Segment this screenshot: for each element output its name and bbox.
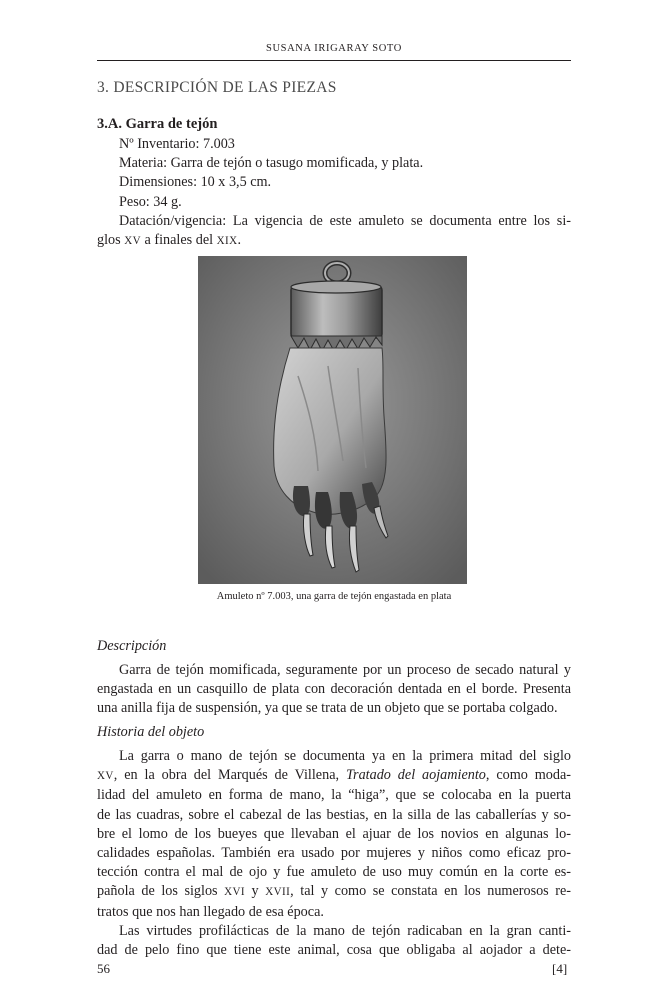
descripcion-heading: Descripción (97, 638, 167, 654)
descripcion-paragraph (97, 661, 571, 719)
historia-line: La garra o mano de tejón se documenta ya en la primera mitad del siglo (119, 748, 571, 764)
historia-line: tección contra el mal de ojo y fue amuleto de uso muy común en la corte es- (97, 864, 571, 881)
subsection-title: 3.A. Garra de tejón (97, 116, 218, 132)
historia-line: bre el lomo de los bueyes que llevaban el ajuar de los novios en algunas lo- (97, 825, 571, 842)
historia-line: tratos que nos han llegado de esa época. (97, 903, 324, 920)
descripcion-line: engastada en un casquillo de plata con decoración dentada en el borde. Presenta (97, 681, 571, 698)
running-head: SUSANA IRIGARAY SOTO (266, 43, 402, 54)
weight-line: Peso: 34 g. (119, 193, 182, 210)
historia-paragraph-1 (97, 747, 571, 960)
historia-line: Las virtudes profilácticas de la mano de tejón radicaban en la gran canti- (119, 922, 571, 939)
dating-line-2: glos XV a finales del XIX. (97, 232, 242, 249)
figure-caption: Amuleto nº 7.003, una garra de tejón engastada en plata (216, 591, 452, 602)
page-number: 56 (97, 961, 110, 976)
historia-line: pañola de los siglos XVI y XVII, tal y como se constata en los numerosos re- (97, 883, 572, 900)
descripcion-line: Garra de tejón momificada, seguramente por un proceso de secado natural y (119, 662, 571, 678)
historia-line: de las cuadras, sobre el cabezal de las bestias, en la silla de las caballerías y so- (97, 806, 571, 823)
historia-line: dad de pelo fino que tiene este animal, cosa que obligaba al aojador a dete- (97, 942, 571, 959)
dating-line-1: Datación/vigencia: La vigencia de este amuleto se documenta entre los si- (119, 212, 571, 229)
material-line: Materia: Garra de tejón o tasugo momificada, y plata. (119, 155, 424, 172)
section-title: 3. DESCRIPCIÓN DE LAS PIEZAS (97, 79, 337, 96)
page-reference: [4] (552, 961, 568, 976)
historia-heading: Historia del objeto (97, 724, 205, 740)
historia-line: calidades españolas. También era usado por mujeres y niños como eficaz pro- (97, 845, 571, 862)
descripcion-line: una anilla fija de suspensión, ya que se trata de un objeto que se portaba colgado. (97, 700, 558, 717)
dimensions-line: Dimensiones: 10 x 3,5 cm. (119, 174, 272, 191)
header-rule (97, 60, 571, 61)
object-metadata (97, 135, 571, 251)
historia-line: XV, en la obra del Marqués de Villena, Tratado del aojamiento, como moda- (97, 767, 571, 784)
inventory-number: Nº Inventario: 7.003 (119, 136, 235, 152)
amulet-photo (198, 256, 467, 584)
historia-line: lidad del amuleto en forma de mano, la “higa”, que se colocaba en la puerta (97, 787, 571, 804)
